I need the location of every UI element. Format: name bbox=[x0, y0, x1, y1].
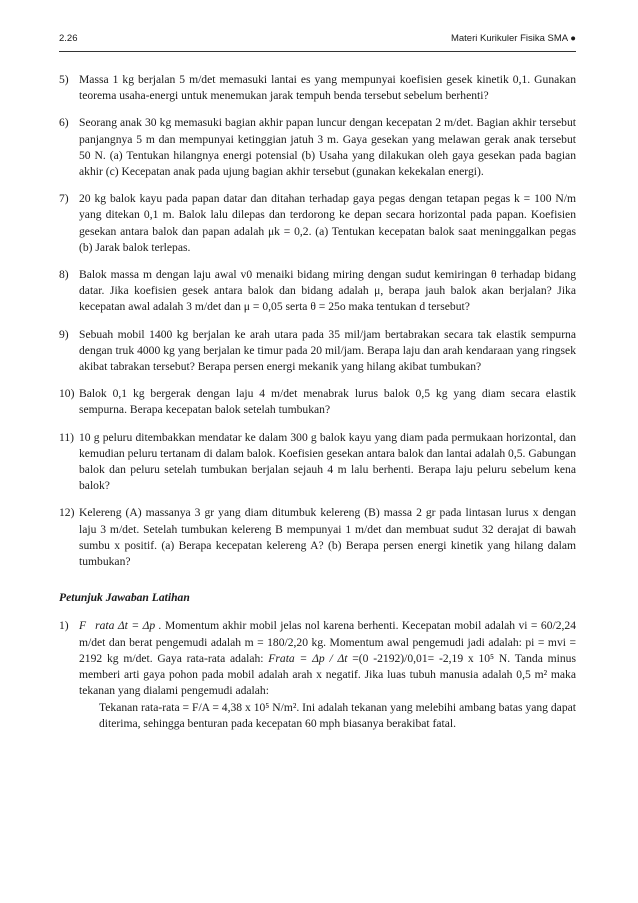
average-force-formula: Frata = Δp / Δt bbox=[268, 651, 348, 665]
question-text: 20 kg balok kayu pada papan datar dan ditahan terhadap gaya pegas dengan tetapan pegas k = 100 N/m yang ditekan 0,1 m. Balok lalu dilepas dan terdorong ke depan secara horizontal pada papan. Koefisien gesekan antara balok dan papan adalah μk = 0,2. (a) Tentukan kecepatan balok saat meninggalkan pegas (b) Jarak balok terlepas. bbox=[79, 192, 576, 254]
answer-section-title: Petunjuk Jawaban Latihan bbox=[59, 591, 190, 605]
answer-part-3: Tekanan rata-rata = F/A = 4,38 x 10⁵ N/m². Ini adalah tekanan yang melebihi ambang batas yang dapat diterima, sehingga benturan pada kecepatan 60 mph biasanya berakibat fatal. bbox=[99, 700, 576, 730]
question-item bbox=[59, 430, 576, 495]
question-text: Balok 0,1 kg bergerak dengan laju 4 m/det menabrak lurus balok 0,5 kg yang diam secara elastik sempurna. Berapa kecepatan balok setelah tumbukan? bbox=[79, 387, 576, 417]
question-number: 10) bbox=[59, 387, 75, 401]
question-number: 12) bbox=[59, 506, 75, 520]
question-number: 6) bbox=[59, 116, 69, 130]
question-item bbox=[59, 386, 576, 418]
question-text: Balok massa m dengan laju awal v0 menaiki bidang miring dengan sudut kemiringan θ terhadap bidang datar. Jika koefisien gesek antara balok dan bidang adalah μ, berapa jauh balok akan berjalan? Jika kecepatan awal adalah 3 m/det dan μ = 0,05 serta θ = 25o maka tentukan d tersebut? bbox=[79, 268, 576, 314]
answer-text bbox=[79, 618, 576, 731]
page-number: 2.26 bbox=[59, 33, 78, 44]
question-item bbox=[59, 327, 576, 376]
question-item bbox=[59, 72, 576, 104]
question-number: 9) bbox=[59, 327, 69, 341]
question-item bbox=[59, 267, 576, 316]
answer-number: 1) bbox=[59, 619, 69, 633]
question-item bbox=[59, 115, 576, 180]
momentum-formula: F⃗rata Δt = Δp . bbox=[79, 619, 162, 633]
book-title: Materi Kurikuler Fisika SMA ● bbox=[450, 33, 576, 44]
answer-part-2: =(0 -2192)/0,01= -2,19 x 10⁵ N. Tanda minus memberi arti gaya pohon pada mobil adalah arah x negatif. Jika luas tubuh manusia adalah 0,5 m² maka tekanan yang dialami pengemudi adalah: bbox=[79, 651, 576, 698]
question-number: 5) bbox=[59, 73, 69, 86]
question-text: 10 g peluru ditembakkan mendatar ke dalam 300 g balok kayu yang diam pada permukaan horizontal, dan kemudian peluru tertanam di dalam balok. Koefisien gesekan antara balok dan lantai adalah 0,5. Gabungan balok dan peluru setelah tumbukan berjalan sejauh 4 m lalu berhenti. Berapa laju peluru sebelum kena balok? bbox=[79, 430, 576, 493]
question-number: 11) bbox=[59, 430, 75, 444]
question-text: Seorang anak 30 kg memasuki bagian akhir papan luncur dengan kecepatan 2 m/det. Bagian akhir tersebut panjangnya 5 m dan mempunyai ketinggian jatuh 3 m. Gaya gesekan yang melawan gerak anak tersebut 50 N. (a) Tentukan hilangnya energi potensial (b) Usaha yang dilakukan oleh gaya gesekan pada bagian akhir (c) Kecepatan anak pada ujung bagian akhir tersebut (gunakan kekekalan energi). bbox=[79, 116, 576, 179]
question-text: Kelereng (A) massanya 3 gr yang diam ditumbuk kelereng (B) massa 2 gr pada lintasan lurus x dengan laju 3 m/det. Setelah tumbukan kelereng B mempunyai 1 m/det dan membuat sudut 32 derajat di bawah sumbu x positif. (a) Berapa kecepatan kelereng A? (b) Berapa persen energi kinetik yang hilang dalam tumbukan? bbox=[79, 506, 576, 569]
question-text: Massa 1 kg berjalan 5 m/det memasuki lantai es yang mempunyai koefisien gesek kinetik 0,1. Gunakan teorema usaha-energi untuk menemukan jarak tempuh benda tersebut sebelum berhenti? bbox=[79, 73, 576, 103]
header-rule bbox=[59, 51, 576, 52]
question-item bbox=[59, 191, 576, 256]
question-number: 7) bbox=[59, 192, 69, 206]
page-header bbox=[59, 33, 576, 47]
question-number: 8) bbox=[59, 268, 69, 282]
question-text: Sebuah mobil 1400 kg berjalan ke arah utara pada 35 mil/jam bertabrakan secara tak elastik sempurna dengan truk 4000 kg yang berjalan ke timur pada 20 mil/jam. Berapa laju dan arah kendaraan yang ringsek akibat tabrakan tersebut? Berapa persen energi mekanik yang hilang akibat tumbukan? bbox=[79, 327, 576, 374]
page-content bbox=[59, 72, 576, 732]
question-item bbox=[59, 505, 576, 570]
answer-part-1: Momentum akhir mobil jelas nol karena berhenti. Kecepatan mobil adalah vi = 60/2,24 m/det dan berat pengemudi adalah m = 180/2,20 kg. Momentum awal pengemudi jadi adalah: pi = mvi = 2192 kg m/det. Gaya rata-rata adalah: bbox=[79, 619, 576, 665]
answer-item bbox=[59, 618, 576, 731]
